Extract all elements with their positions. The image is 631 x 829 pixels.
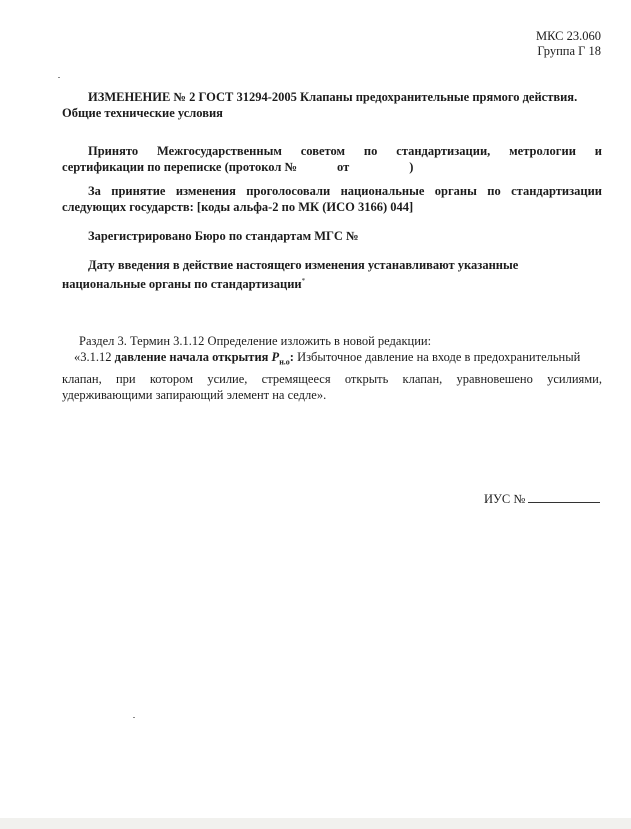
mks-code: МКС 23.060	[536, 29, 601, 43]
voted-line-2: следующих государств: [коды альфа-2 по МК (ИСО 3166) 044]	[62, 199, 414, 214]
definition-colon: :	[289, 350, 294, 364]
definition-line-3: удерживающими запирающий элемент на седле».	[62, 387, 327, 402]
definition-line-1	[62, 349, 602, 371]
scan-speck	[133, 717, 135, 718]
accepted-line-1: Принято Межгосударственным советом по стандартизации, метрологии и	[88, 144, 602, 158]
title-line-1: ИЗМЕНЕНИЕ № 2 ГОСТ 31294-2005 Клапаны предохранительные прямого действия.	[88, 90, 578, 104]
footnote-mark: *	[301, 276, 306, 285]
intro-date-paragraph	[62, 258, 542, 292]
intro-date-line-1: Дату введения в действие настоящего изменения устанавливают указанные	[88, 258, 519, 272]
accepted-protocol: сертификации по переписке (протокол №	[62, 159, 298, 174]
definition-text-1: Избыточное давление на входе в предохранительный	[293, 350, 581, 364]
accepted-close: )	[409, 159, 414, 174]
ius-blank-line	[528, 491, 600, 503]
document-title	[62, 90, 602, 121]
ius-number	[484, 491, 600, 507]
classification-codes	[536, 29, 601, 59]
definition-term: давление начала открытия	[114, 350, 272, 364]
title-line-2: Общие технические условия	[62, 105, 223, 120]
scan-border	[0, 818, 631, 829]
ius-label: ИУС №	[484, 492, 526, 506]
voted-paragraph	[62, 184, 602, 215]
group-code: Группа Г 18	[537, 44, 601, 58]
intro-date-line-2: национальные органы по стандартизации*	[62, 276, 306, 291]
scan-speck	[58, 77, 60, 78]
definition-symbol-subscript: н.о	[279, 357, 290, 367]
accepted-from: от	[337, 159, 350, 174]
amendment-section	[62, 333, 602, 403]
registered-text: Зарегистрировано Бюро по стандартам МГС №	[88, 229, 359, 243]
definition-line-2: клапан, при котором усилие, стремящееся открыть клапан, уравновешено усилиями,	[62, 371, 602, 386]
section-heading: Раздел 3. Термин 3.1.12 Определение изложить в новой редакции:	[79, 334, 432, 348]
accepted-line-2	[62, 160, 602, 176]
voted-line-1: За принятие изменения проголосовали национальные органы по стандартизации	[88, 184, 602, 198]
definition-symbol: P	[271, 350, 280, 364]
definition-number: «3.1.12	[74, 350, 115, 364]
registered-paragraph	[62, 229, 602, 245]
accepted-paragraph	[62, 144, 602, 175]
